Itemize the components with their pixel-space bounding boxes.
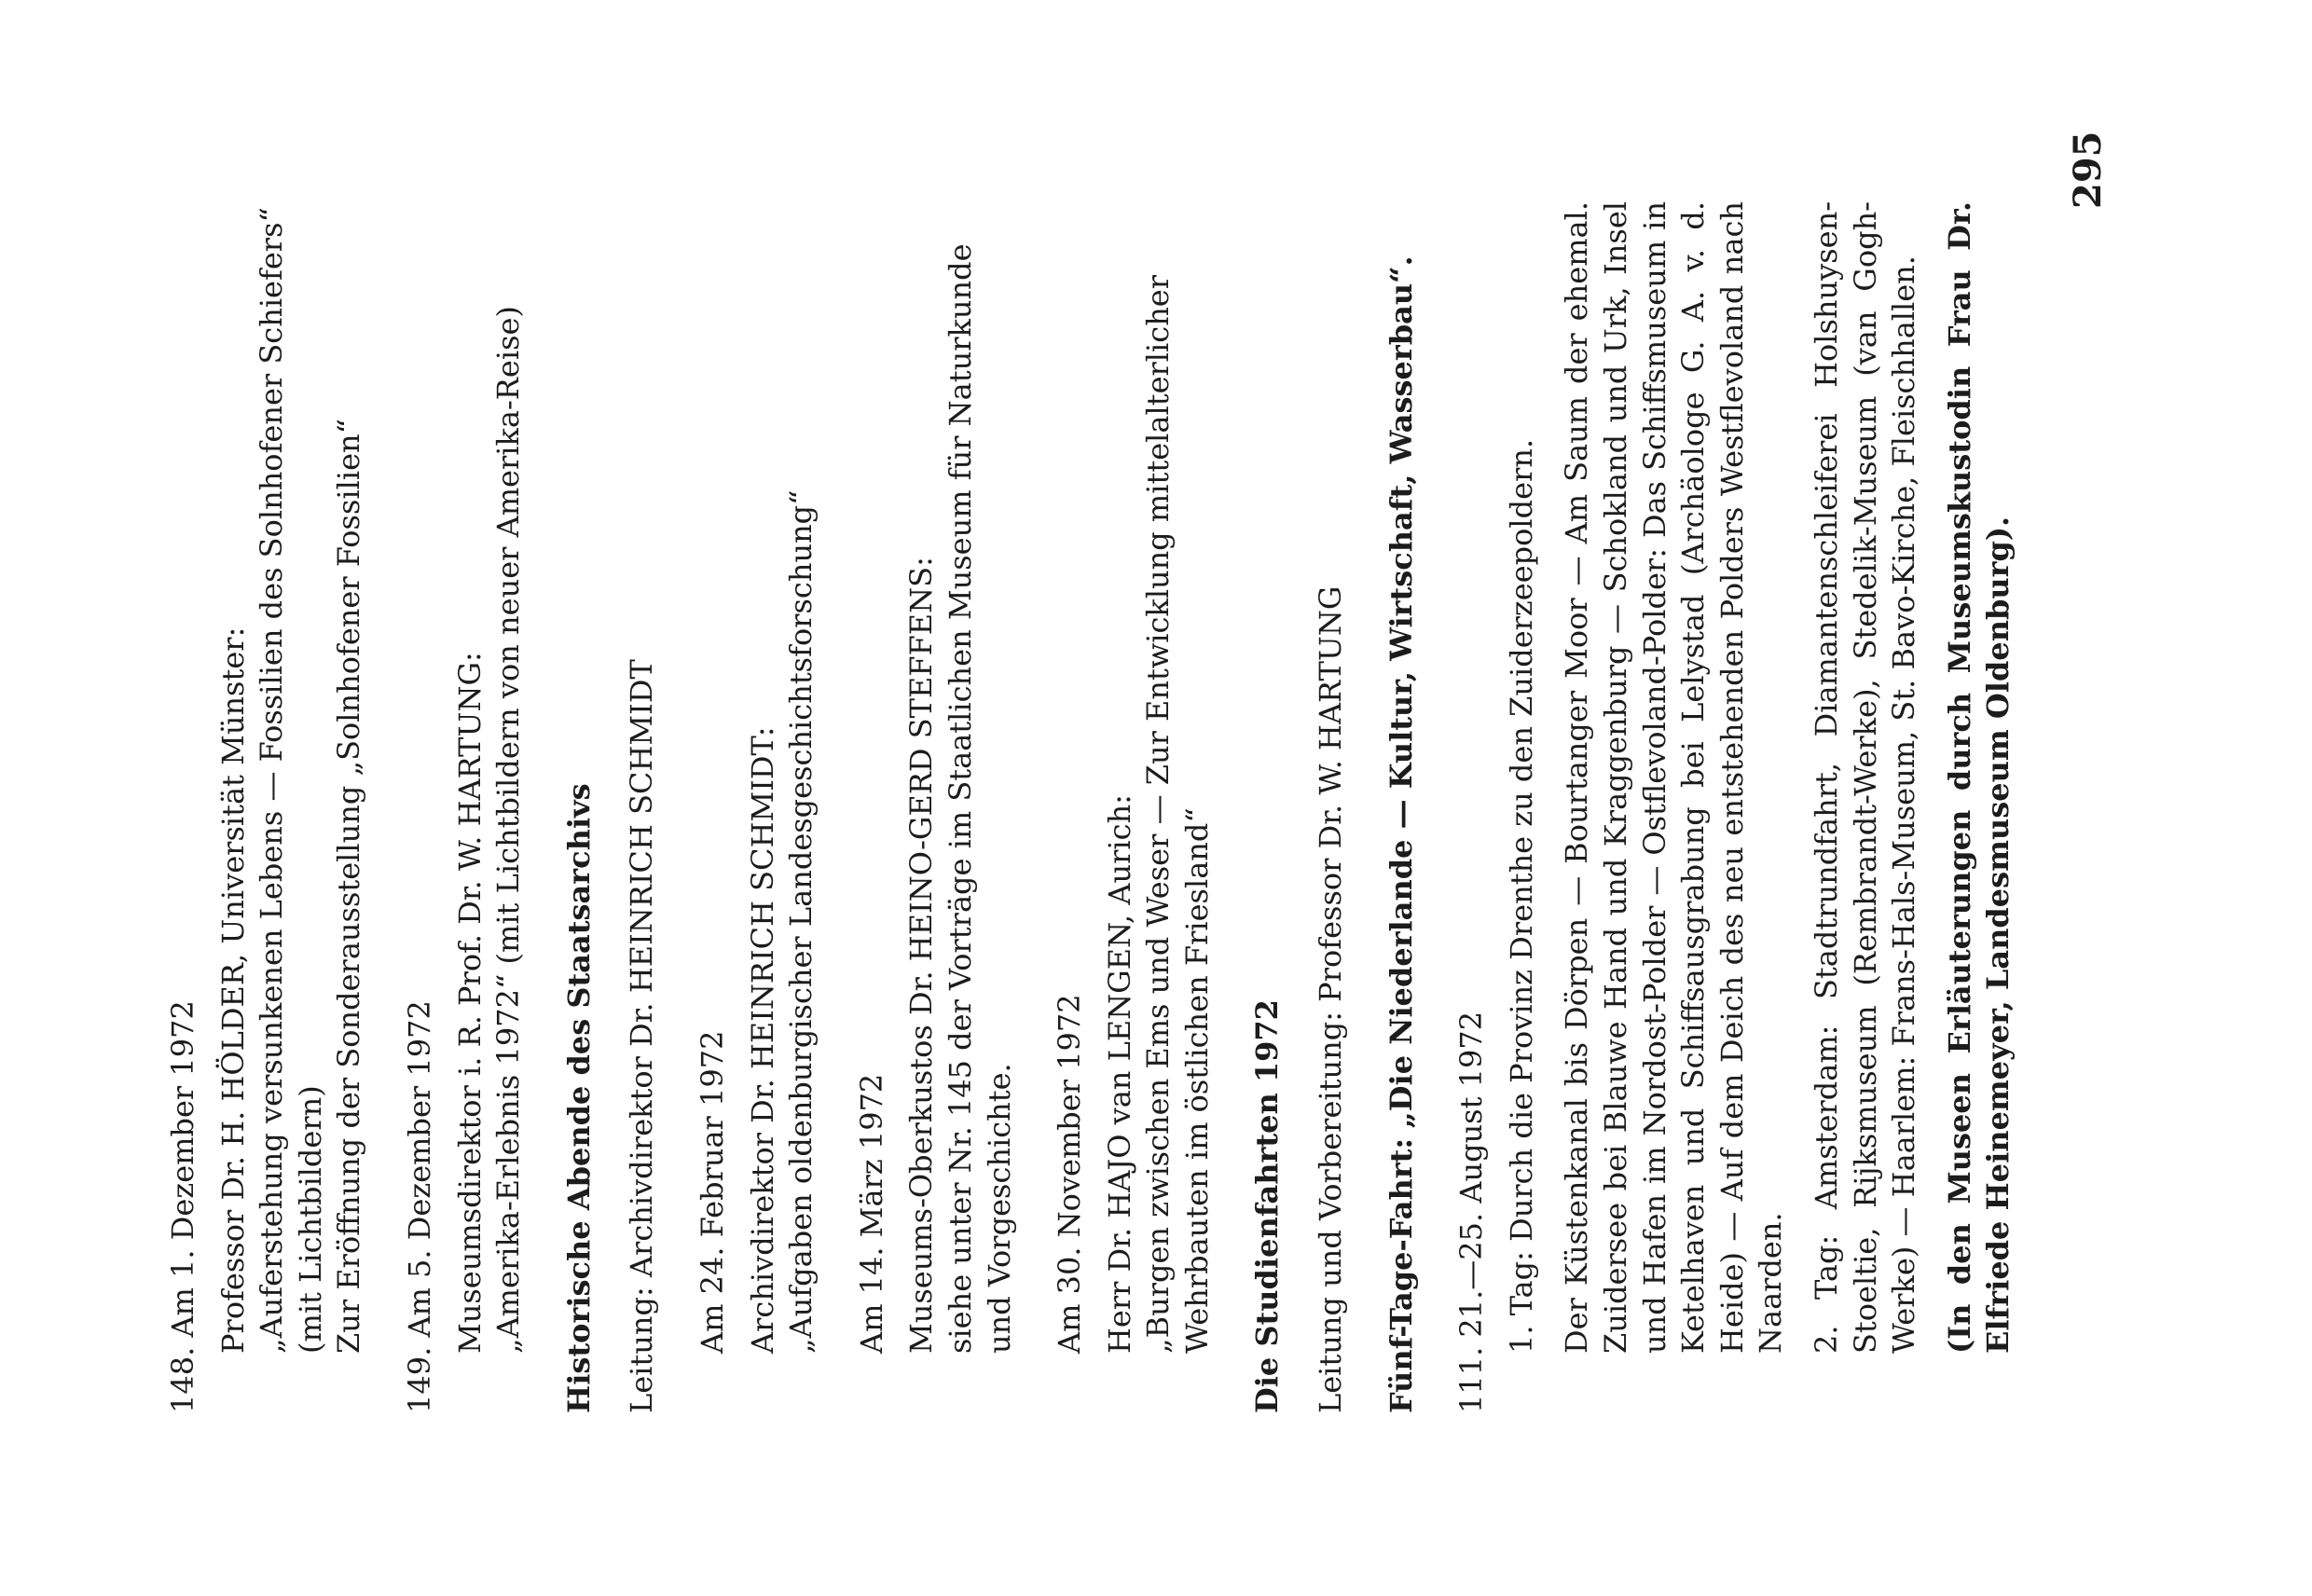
tour-title: „Die Niederlande — Kultur, Wirtschaft, Wasserbau“.: [1383, 255, 1419, 1129]
entry-date: 21.—25. August 1972: [1453, 1011, 1490, 1338]
trips-lead: Leitung und Vorbereitung: Professor Dr. W. HARTUNG: [1313, 585, 1349, 1413]
item-line: „Burgen zwischen Ems und Weser — Zur Entwicklung mittelalterlicher: [1140, 274, 1177, 1354]
page-number: 295: [2066, 131, 2110, 209]
entry-date: Am 5. Dezember 1972: [401, 1000, 437, 1338]
entry-number: 149.: [401, 1346, 437, 1413]
item-line: Herr Dr. HAJO van LENGEN, Aurich:: [1101, 794, 1137, 1354]
item-date: Am 14. März 1972: [853, 1073, 889, 1354]
entry-number: 111.: [1453, 1346, 1490, 1413]
item-line: Wehrbauten im östlichen Friesland“: [1178, 807, 1215, 1354]
entry-line: „Amerika-Erlebnis 1972“ (mit Lichtbildern von neuer Amerika-Reise): [490, 306, 527, 1354]
lead-text: Archivdirektor Dr. HEINRICH SCHMIDT: [624, 659, 660, 1278]
entry-line: Zur Eröffnung der Sonderausstellung „Solnhofener Fossilien“: [331, 419, 367, 1354]
item-date: Am 30. November 1972: [1052, 994, 1088, 1354]
item-line: und Vorgeschichte.: [981, 1063, 1017, 1354]
item-line: siehe unter Nr. 145 der Vorträge im Staatlichen Museum für Naturkunde: [942, 243, 978, 1354]
lead-label: Leitung:: [624, 1286, 660, 1413]
archive-item-1: [694, 201, 821, 1413]
archive-lead: [623, 201, 662, 1413]
trip-entry-111: [1452, 201, 2018, 1413]
day2-label: 2. Tag:: [1809, 1234, 1844, 1354]
item-date: Am 24. Februar 1972: [694, 1030, 730, 1354]
item-line: Museums-Oberkustos Dr. HEINO-GERD STEFFENS:: [903, 557, 940, 1354]
entry-date: Am 1. Dezember 1972: [165, 1000, 200, 1338]
day1-text: Der Küstenkanal bis Dörpen — Bourtanger Moor — Am Saum der ehemal. Zuidersee bei Blauwe Hand und Kraggenburg — Schokland und Urk, Insel und Hafen im Nordost-Polder — Ostflevoland-Polder: Das Schiffsmuseum in Ketelhaven und Schiffsausgrabung bei Lelystad (Archäologe G. A. v. d. Heide) — Auf dem Deich des neu entstehenden Polders Westflevoland nach Naarden.: [1559, 201, 1789, 1354]
page-content: [164, 201, 2050, 1413]
entry-line: Museumsdirektor i. R. Prof. Dr. W. HARTUNG:: [451, 652, 488, 1354]
lecture-entry-148: [164, 201, 369, 1413]
entry-number: 148.: [165, 1346, 200, 1413]
item-line: „Aufgaben oldenburgischer Landesgeschichtsforschung“: [783, 489, 819, 1354]
section-heading-archive: Historische Abende des Staatsarchivs: [560, 783, 597, 1413]
tour-label: Fünf-Tage-Fahrt:: [1383, 1137, 1419, 1413]
day1-title: 1. Tag: Durch die Provinz Drenthe zu den Zuiderzeepoldern.: [1503, 438, 1539, 1354]
entry-line: „Auferstehung versunkenen Lebens — Fossilien des Solnhofener Schiefers“: [254, 207, 290, 1354]
item-line: Archivdirektor Dr. HEINRICH SCHMIDT:: [744, 726, 780, 1354]
entry-line: (mit Lichtbildern): [292, 1085, 328, 1354]
lecture-entry-149: [401, 201, 529, 1413]
day2-text: Amsterdam: Stadtrundfahrt, Diamantenschleiferei Holshuysen-Stoeltie, Rijksmuseum (Rembrandt-Werke), Stedelik-Museum (van Gogh-Werke) — Haarlem: Frans-Hals-Museum, St. Bavo-Kirche, Fleischhallen.: [1809, 200, 1922, 1354]
tour-title-line: [1383, 201, 1422, 1413]
archive-item-3: [1051, 201, 1217, 1413]
entry-line: Professor Dr. H. HÖLDER, Universität Münster:: [214, 626, 251, 1354]
section-heading-trips: Die Studienfahrten 1972: [1249, 999, 1286, 1413]
archive-item-2: [853, 201, 1019, 1413]
museum-note: (In den Museen Erläuterungen durch Museumskustodin Frau Dr. Elfriede Heinemeyer, Landesmuseum Oldenburg).: [1941, 201, 2016, 1354]
day2-paragraph: [1808, 201, 1924, 1354]
